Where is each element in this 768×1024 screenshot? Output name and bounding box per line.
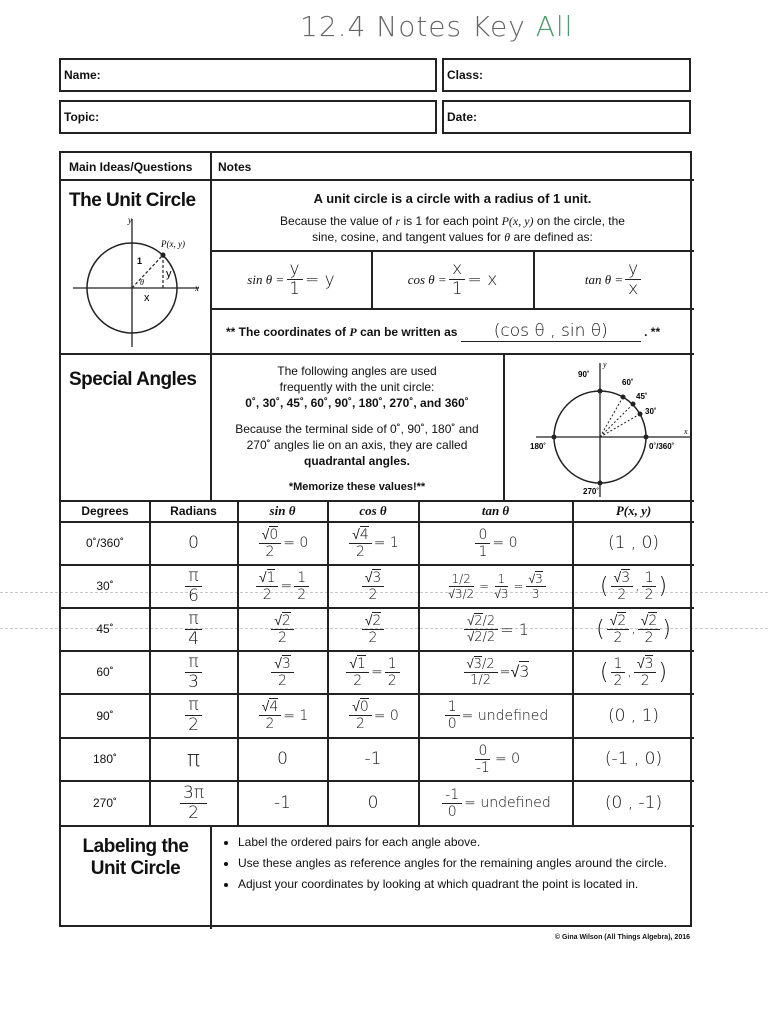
frac-den: 4 bbox=[188, 628, 199, 649]
header-radians: Radians bbox=[170, 504, 217, 518]
frac-den: 2 bbox=[188, 715, 199, 735]
copyright: © Gina Wilson (All Things Algebra), 2016 bbox=[554, 934, 690, 941]
frac-num: 2 bbox=[617, 612, 627, 629]
radian-30 bbox=[150, 565, 237, 607]
cos-90 bbox=[328, 694, 418, 737]
cos-result: = x bbox=[467, 269, 498, 290]
value: 3 bbox=[519, 662, 530, 681]
column-header-main-ideas: Main Ideas/Questions bbox=[69, 160, 193, 174]
list-item: • Use these angles as reference angles for the remaining angles around the circle. bbox=[238, 856, 678, 871]
text: Because the terminal side of 0˚, 90˚, 180˚ and bbox=[235, 422, 479, 436]
header-point: P(x, y) bbox=[615, 503, 652, 518]
frac-den: 3 bbox=[188, 671, 199, 692]
frac-den: 2 bbox=[262, 586, 272, 603]
frac-den: 2 bbox=[617, 586, 627, 603]
frac-num: 1 bbox=[445, 700, 460, 716]
value: = undefined bbox=[461, 707, 549, 724]
cos-30 bbox=[328, 565, 418, 607]
radian-90 bbox=[150, 694, 237, 737]
angle-label-45: 45˚ bbox=[636, 392, 648, 401]
class-label: Class: bbox=[447, 68, 484, 82]
axis-label-y: y bbox=[128, 215, 132, 225]
list-item: • Label the ordered pairs for each angle above. bbox=[238, 835, 678, 850]
divider bbox=[503, 353, 505, 500]
frac-den: 6 bbox=[188, 585, 199, 606]
class-field[interactable] bbox=[442, 58, 691, 92]
value: = 0 bbox=[283, 535, 309, 551]
axis-label-y: y bbox=[603, 360, 607, 369]
frac-num: /2 bbox=[482, 613, 496, 629]
tan-45 bbox=[419, 608, 572, 650]
sin-180: 0 bbox=[277, 749, 288, 769]
equals: = bbox=[513, 579, 524, 593]
divider bbox=[61, 179, 694, 181]
equals: = bbox=[479, 579, 490, 593]
frac-num: y bbox=[287, 261, 303, 280]
sine-definition bbox=[211, 251, 371, 308]
cos-45 bbox=[328, 608, 418, 650]
frac-den: 2 bbox=[387, 672, 397, 689]
tan-0 bbox=[419, 522, 572, 564]
frac-num: 3 bbox=[281, 655, 291, 672]
equals: = bbox=[280, 578, 293, 594]
text: Labeling the bbox=[82, 836, 189, 857]
text: 270˚ angles lie on an axis, they are called bbox=[246, 438, 468, 452]
frac-num: 1 bbox=[642, 571, 657, 587]
sin-270: -1 bbox=[274, 793, 291, 813]
frac-num: 2 bbox=[372, 612, 382, 629]
degree-0-360: 0˚/360˚ bbox=[85, 536, 125, 550]
frac-num: 1 bbox=[495, 573, 509, 587]
radian-180: π bbox=[186, 746, 201, 772]
frac-den: 3 bbox=[531, 586, 540, 601]
tangent-definition bbox=[534, 251, 694, 308]
frac-den: 2 bbox=[353, 672, 363, 689]
frac-den: 2 bbox=[265, 543, 275, 560]
y-length-label: y bbox=[166, 268, 172, 280]
text: frequently with the unit circle: bbox=[279, 380, 435, 394]
paren: ( bbox=[596, 616, 605, 642]
value: = 0 bbox=[492, 535, 518, 551]
frac-den: /2 bbox=[482, 629, 496, 645]
frac-num: 0 bbox=[475, 744, 490, 760]
frac-num: π bbox=[185, 654, 201, 673]
frac-num: 0 bbox=[269, 526, 279, 543]
cosine-definition bbox=[372, 251, 533, 308]
frac-num: 1 bbox=[294, 571, 309, 587]
degree-90: 90˚ bbox=[96, 708, 114, 723]
sin-45 bbox=[238, 608, 327, 650]
special-angles-diagram bbox=[506, 357, 692, 499]
header-cos: cos θ bbox=[359, 503, 387, 518]
unit-circle-diagram bbox=[71, 215, 203, 349]
point-180: (-1 , 0) bbox=[604, 749, 663, 769]
frac-num: 3 bbox=[621, 569, 631, 586]
frac-den: 2 bbox=[297, 586, 307, 603]
sin-0 bbox=[238, 522, 327, 564]
date-field[interactable] bbox=[442, 100, 691, 134]
sin-90 bbox=[238, 694, 327, 737]
comma: , bbox=[635, 578, 640, 594]
value: = 0 bbox=[373, 707, 399, 724]
frac-den: 2 bbox=[644, 586, 654, 603]
frac-num: 2 bbox=[281, 612, 291, 629]
tan-270 bbox=[419, 781, 572, 825]
column-header-notes: Notes bbox=[218, 160, 252, 174]
frac-num: π bbox=[185, 611, 201, 630]
header-degrees: Degrees bbox=[81, 504, 129, 518]
text: can be written as bbox=[360, 325, 458, 339]
text: The following angles are used bbox=[277, 364, 437, 378]
divider bbox=[210, 308, 694, 310]
date-label: Date: bbox=[447, 110, 478, 124]
frac-num: 2 bbox=[648, 612, 658, 629]
frac-num: 4 bbox=[269, 699, 279, 715]
cos-0 bbox=[328, 522, 418, 564]
text: θ bbox=[504, 230, 511, 244]
frac-num: y bbox=[625, 261, 641, 280]
radian-0: 0 bbox=[188, 533, 199, 553]
frac-num: x bbox=[449, 261, 465, 280]
frac-num: -1 bbox=[442, 788, 462, 804]
radius-label: 1 bbox=[137, 256, 143, 266]
tan-180 bbox=[419, 738, 572, 780]
degree-45: 45˚ bbox=[96, 622, 114, 636]
text: quadrantal angles. bbox=[303, 454, 411, 468]
frac-num: 1 bbox=[385, 657, 400, 673]
text: are defined as: bbox=[513, 230, 593, 244]
point-30 bbox=[573, 565, 694, 607]
name-field[interactable] bbox=[59, 58, 437, 92]
frac-num: 1 bbox=[357, 655, 366, 672]
point-45 bbox=[573, 608, 694, 650]
tan-90 bbox=[419, 694, 572, 737]
cos-60 bbox=[328, 651, 418, 693]
degree-270: 270˚ bbox=[92, 796, 118, 810]
frac-den: 2 bbox=[355, 716, 365, 732]
frac-den: 2 bbox=[278, 629, 287, 646]
frac-den: 1 bbox=[289, 279, 300, 299]
frac-num: /2 bbox=[481, 656, 495, 672]
text: Unit Circle bbox=[90, 858, 181, 879]
tan-30 bbox=[419, 565, 572, 607]
text: P bbox=[349, 325, 357, 339]
comma: , bbox=[631, 621, 636, 637]
labeling-instructions bbox=[222, 835, 678, 898]
frac-num: 0 bbox=[359, 699, 369, 715]
coordinates-answer: (cos θ , sin θ) bbox=[461, 321, 641, 342]
angle-label-30: 30˚ bbox=[645, 407, 657, 416]
x-length-label: x bbox=[144, 292, 150, 304]
angle-label-60: 60˚ bbox=[622, 378, 634, 387]
frac-num: 3 bbox=[535, 571, 543, 586]
degree-180: 180˚ bbox=[92, 752, 118, 766]
text: 0˚, 30˚, 45˚, 60˚, 90˚, 180˚, 270˚, and 360˚ bbox=[245, 396, 469, 410]
radian-45 bbox=[150, 608, 237, 650]
frac-num: 3 bbox=[644, 655, 654, 672]
frac-num: π bbox=[185, 697, 201, 716]
degree-60: 60˚ bbox=[96, 665, 114, 679]
name-label: Name: bbox=[64, 68, 101, 82]
divider bbox=[61, 825, 694, 827]
header-tan: tan θ bbox=[481, 503, 510, 518]
point-label: P(x, y) bbox=[161, 239, 185, 249]
divider bbox=[210, 825, 212, 929]
paren: ( bbox=[599, 573, 609, 599]
text: sine, cosine, and tangent values for bbox=[312, 230, 501, 244]
radian-60 bbox=[150, 651, 237, 693]
frac-num: 1/2 bbox=[449, 573, 474, 587]
unit-circle-definition: A unit circle is a circle with a radius of 1 unit. bbox=[313, 191, 592, 206]
frac-num: 1 bbox=[266, 569, 276, 586]
frac-num: 1 bbox=[611, 657, 626, 673]
coordinates-note bbox=[226, 321, 660, 342]
title-text: 12.4 Notes Key bbox=[300, 10, 526, 43]
tan-60 bbox=[419, 651, 572, 693]
radian-270 bbox=[150, 781, 237, 825]
sin-result: = y bbox=[304, 269, 335, 290]
cos-270: 0 bbox=[367, 793, 379, 813]
divider bbox=[61, 353, 694, 355]
cos-180: -1 bbox=[364, 749, 382, 769]
frac-den: /2 bbox=[462, 586, 475, 601]
point-270: (0 , -1) bbox=[604, 793, 663, 813]
frac-den: 2 bbox=[368, 586, 378, 603]
frac-den: 2 bbox=[474, 629, 483, 645]
text: on the circle, the bbox=[536, 214, 625, 228]
theta-label: θ bbox=[140, 278, 144, 287]
frac-num: π bbox=[185, 568, 201, 587]
frac-den: 0 bbox=[447, 803, 457, 820]
angle-label-0-360: 0˚/360˚ bbox=[649, 442, 675, 451]
cos-label: cos θ = bbox=[407, 271, 447, 287]
paren: ( bbox=[599, 659, 609, 685]
topic-label: Topic: bbox=[64, 110, 100, 124]
section-heading-unit-circle: The Unit Circle bbox=[69, 190, 196, 211]
paren: ) bbox=[658, 573, 668, 599]
point-60 bbox=[573, 651, 694, 693]
frac-den: 0 bbox=[447, 716, 457, 732]
angle-label-270: 270˚ bbox=[583, 487, 600, 496]
axis-label-x: x bbox=[684, 427, 688, 436]
frac-den: 1 bbox=[451, 279, 463, 299]
frac-den: 1/2 bbox=[470, 672, 492, 688]
frac-den: 3 bbox=[454, 586, 463, 601]
equals: = bbox=[499, 664, 511, 680]
point-0: (1 , 0) bbox=[607, 533, 660, 553]
frac-den: 2 bbox=[188, 802, 199, 823]
header-sin: sin θ bbox=[269, 503, 296, 518]
sin-label: sin θ = bbox=[247, 271, 285, 287]
unit-circle-explanation bbox=[211, 213, 694, 245]
value: = 0 bbox=[494, 751, 521, 767]
value: = 1 bbox=[500, 619, 529, 639]
special-angles-intro bbox=[211, 363, 503, 411]
text: is 1 for each point bbox=[403, 214, 499, 228]
sin-30 bbox=[238, 565, 327, 607]
frac-den: 2 bbox=[265, 716, 275, 732]
frac-num: 2 bbox=[474, 613, 483, 629]
notes-table bbox=[59, 151, 692, 927]
frac-den: 2 bbox=[278, 672, 287, 689]
memorize-note: *Memorize these values!** bbox=[288, 481, 426, 493]
degree-30: 30˚ bbox=[96, 579, 114, 593]
paren: ) bbox=[662, 616, 671, 642]
frac-den: 2 bbox=[640, 672, 650, 689]
handwritten-title bbox=[300, 10, 573, 43]
angle-label-90: 90˚ bbox=[578, 370, 590, 379]
frac-den: -1 bbox=[475, 759, 490, 776]
frac-den: 2 bbox=[613, 629, 623, 646]
angle-label-180: 180˚ bbox=[530, 442, 547, 451]
frac-den: 2 bbox=[644, 629, 654, 646]
frac-num: 3π bbox=[180, 785, 207, 804]
list-item: • Adjust your coordinates by looking at which quadrant the point is located in. bbox=[238, 877, 678, 892]
frac-den: 2 bbox=[368, 629, 378, 646]
tan-label: tan θ = bbox=[584, 271, 624, 287]
text: . ** bbox=[644, 325, 661, 339]
title-accent: All bbox=[535, 10, 574, 43]
frac-num: 0 bbox=[475, 528, 490, 544]
frac-num: 4 bbox=[359, 526, 369, 543]
frac-num: 3 bbox=[473, 656, 482, 672]
section-heading-special-angles: Special Angles bbox=[69, 369, 197, 390]
value: = 1 bbox=[373, 535, 399, 551]
point-90: (0 , 1) bbox=[607, 705, 660, 726]
frac-den: 2 bbox=[355, 543, 365, 560]
axis-label-x: x bbox=[195, 283, 199, 293]
text: P(x, y) bbox=[501, 214, 534, 228]
frac-den: 1 bbox=[478, 543, 488, 560]
value: = undefined bbox=[464, 795, 551, 811]
quadrantal-angles-note bbox=[211, 421, 503, 469]
text: Because the value of bbox=[280, 214, 393, 228]
text: ** The coordinates of bbox=[226, 325, 347, 339]
comma: , bbox=[627, 664, 632, 680]
frac-den: 3 bbox=[500, 586, 509, 601]
equals: = bbox=[370, 664, 383, 680]
paren: ) bbox=[658, 659, 668, 685]
text: r bbox=[395, 214, 401, 228]
frac-num: 3 bbox=[372, 569, 382, 586]
sin-60 bbox=[238, 651, 327, 693]
value: = 1 bbox=[283, 707, 309, 724]
section-heading-labeling bbox=[61, 836, 210, 880]
frac-den: 2 bbox=[613, 672, 623, 689]
topic-field[interactable] bbox=[59, 100, 437, 134]
frac-den: x bbox=[628, 279, 639, 299]
